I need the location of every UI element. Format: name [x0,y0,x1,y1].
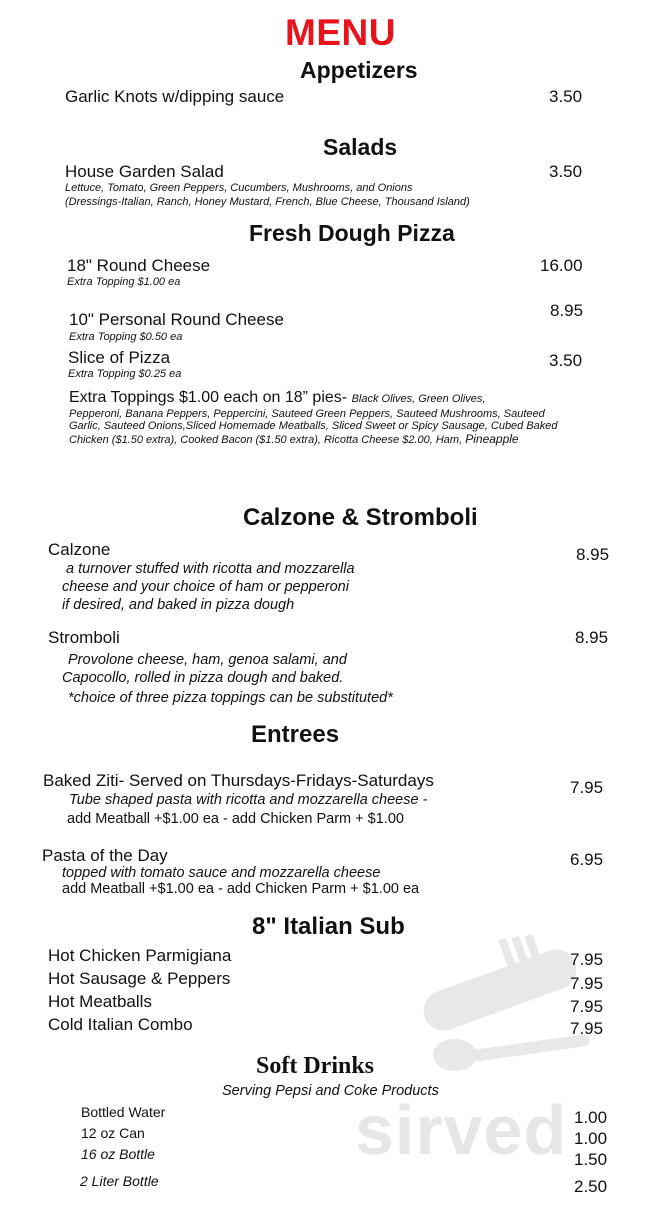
salads-heading: Salads [323,134,398,160]
menu-item-price: 2.50 [574,1177,608,1194]
menu-item-note: Extra Topping $0.50 ea [69,331,183,343]
menu-item-price: 3.50 [549,87,583,106]
toppings-list: Garlic, Sauteed Onions,Sliced Homemade Meatballs, Sliced Sweet or Spicy Sausage, Cubed Baked [69,420,558,432]
menu-item-name: Cold Italian Combo [48,1015,193,1034]
entrees-heading: Entrees [251,721,340,748]
menu-item-name: Slice of Pizza [68,348,171,367]
menu-item-price: 16.00 [540,256,583,275]
menu-item-price: 8.95 [575,628,609,647]
menu-item-price: 7.95 [570,950,604,969]
toppings-title-text: Extra Toppings $1.00 each on 18” pies- [69,389,348,406]
menu-item-price: 7.95 [570,1019,604,1038]
menu-item-name: Bottled Water [81,1104,166,1120]
menu-item-name: Stromboli [48,628,120,647]
menu-item-name: Calzone [48,540,111,559]
drinks-heading: Soft Drinks [256,1053,375,1079]
calzone-description: a turnover stuffed with ricotta and mozzarella [66,561,355,577]
menu-item-price: 3.50 [549,351,583,370]
stromboli-description: Capocollo, rolled in pizza dough and baked. [62,670,344,686]
toppings-list-text: Chicken ($1.50 extra), Cooked Bacon ($1.50 extra), Ricotta Cheese $2.00, Ham, [69,434,463,446]
menu-item-name: Garlic Knots w/dipping sauce [65,87,285,106]
menu-item-name: House Garden Salad [65,162,224,181]
menu-item-price: 3.50 [549,162,583,181]
menu-item-price: 1.00 [574,1108,608,1127]
watermark-text: sirved [355,1091,568,1169]
menu-item-name: 18" Round Cheese [67,256,211,275]
drinks-subheading: Serving Pepsi and Coke Products [222,1083,439,1099]
stromboli-note: *choice of three pizza toppings can be substituted* [68,690,393,706]
menu-item-name: Baked Ziti- Served on Thursdays-Fridays-Saturdays [43,771,434,790]
menu-item-price: 7.95 [570,997,604,1016]
ziti-description: Tube shaped pasta with ricotta and mozzarella cheese - [69,792,428,808]
menu-item-name: 12 oz Can [81,1125,145,1141]
toppings-list-end: Pineapple [465,432,519,446]
toppings-list [69,432,519,446]
calzone-description: if desired, and baked in pizza dough [62,597,295,613]
menu-item-name: 16 oz Bottle [81,1146,155,1162]
pasta-addons: add Meatball +$1.00 ea - add Chicken Parm + $1.00 ea [62,881,420,897]
toppings-title [69,389,485,407]
menu-item-note: Extra Topping $1.00 ea [67,276,181,288]
calzone-heading: Calzone & Stromboli [243,504,478,531]
calzone-description: cheese and your choice of ham or pepperoni [62,579,349,595]
menu-item-name: Hot Meatballs [48,992,152,1011]
menu-item-note: Extra Topping $0.25 ea [68,368,182,380]
menu-item-price: 8.95 [550,301,584,320]
pizza-heading: Fresh Dough Pizza [249,220,455,246]
salad-dressings: (Dressings-Italian, Ranch, Honey Mustard, French, Blue Cheese, Thousand Island) [65,196,470,208]
menu-item-name: Pasta of the Day [42,846,168,865]
menu-item-price: 1.00 [574,1129,608,1148]
menu-item-name: 10" Personal Round Cheese [69,310,284,329]
menu-title: MENU [285,12,396,53]
pasta-description: topped with tomato sauce and mozzarella cheese [62,865,381,881]
menu-item-name: Hot Chicken Parmigiana [48,946,232,965]
menu-item-price: 7.95 [570,778,604,797]
menu-item-price: 8.95 [576,545,610,564]
subs-heading: 8" Italian Sub [252,913,405,940]
menu-item-price: 6.95 [570,850,604,869]
menu-item-name: 2 Liter Bottle [80,1173,159,1189]
stromboli-description: Provolone cheese, ham, genoa salami, and [68,652,347,668]
menu-item-price: 1.50 [574,1150,608,1169]
toppings-list-start: Black Olives, Green Olives, [351,393,486,405]
menu-item-price: 7.95 [570,974,604,993]
appetizers-heading: Appetizers [300,57,418,83]
toppings-list: Pepperoni, Banana Peppers, Peppercini, Sauteed Green Peppers, Sauteed Mushrooms, Sauteed [69,408,545,420]
menu-item-name: Hot Sausage & Peppers [48,969,231,988]
ziti-addons: add Meatball +$1.00 ea - add Chicken Parm + $1.00 [67,811,404,827]
salad-description: Lettuce, Tomato, Green Peppers, Cucumbers, Mushrooms, and Onions [65,182,413,194]
